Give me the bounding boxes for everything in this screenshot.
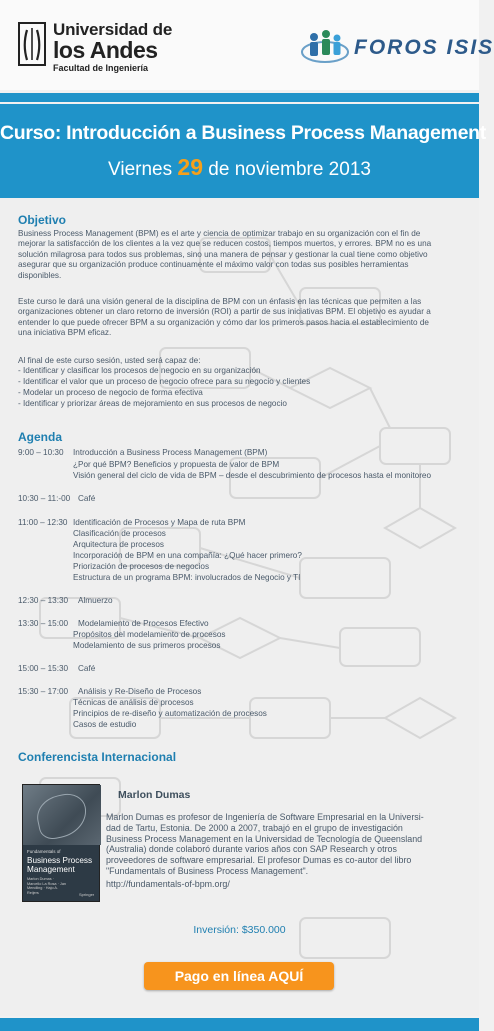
foros-isis-text: FOROS ISIS <box>354 36 494 59</box>
text-line: Marlon Dumas es profesor de Ingeniería de Software Empresarial en la Universi- <box>106 812 424 822</box>
agenda-item: Priorización de procesos de negocios <box>73 562 210 571</box>
objetivo-paragraph-2 <box>18 297 464 339</box>
objetivo-paragraph-1 <box>18 229 464 281</box>
agenda-item: Casos de estudio <box>73 720 137 729</box>
content-area <box>0 198 479 1016</box>
objetivo-list-item: - Identificar y priorizar áreas de mejoramiento en sus procesos de negocio <box>18 399 287 408</box>
agenda-item: Incorporación de BPM en una compañía: ¿Qué hacer primero? <box>73 551 302 560</box>
agenda-time: 11:00 – 12:30 <box>18 518 68 527</box>
book-publisher: Springer <box>79 892 95 897</box>
text-line: solución milagrosa para todos sus problemas, sino una manera de pensar y gestionar la cual tiene como objetivo <box>18 249 428 259</box>
book-cover-illustration <box>23 785 101 845</box>
book-cover-image[interactable] <box>22 784 100 902</box>
agenda-session-title: Café <box>78 494 96 503</box>
objetivo-title: Objetivo <box>18 213 67 227</box>
agenda-session-title: Almuerzo <box>78 596 113 605</box>
text-line: Business Process Management (BPM) es el arte y ciencia de optimizar trabajo en su organización con el fin de <box>18 229 421 238</box>
text-line: mejorar la satisfacción de los clientes a la vez que se reducen costos, tiempos muertos, y errores. BPM no es una <box>18 239 432 249</box>
agenda-item: Arquitectura de procesos <box>73 540 165 549</box>
agenda-item: Principios de re-diseño y automatización de procesos <box>73 709 267 718</box>
faculty-name: Facultad de Ingeniería <box>53 63 149 73</box>
agenda-session-title: Modelamiento de Procesos Efectivo <box>78 619 209 628</box>
agenda-session-title: Café <box>78 664 96 673</box>
university-name-line2: los Andes <box>53 37 158 63</box>
speaker-section-title: Conferencista Internacional <box>18 750 177 764</box>
title-banner <box>0 104 486 198</box>
agenda-item: Estructura de un programa BPM: involucrados de Negocio y TI <box>73 573 301 582</box>
people-icon <box>300 28 350 68</box>
text-line: entender lo que puede ofrecer BPM a su organización y cómo dar los primeros pasos hacia el establecimiento de <box>18 317 429 327</box>
text-line: organizaciones obtener un claro retorno de inversión (ROI) a partir de sus iniciativas BPM. El objetivo es ayudar a <box>18 307 431 317</box>
agenda-item: Propósitos del modelamiento de procesos <box>73 630 226 639</box>
text-line: "Fundamentals of Business Process Management". <box>106 865 309 876</box>
agenda-item: Visión general del ciclo de vida de BPM – desde el descubrimiento de procesos hasta el monitoreo <box>73 471 432 480</box>
course-title: Curso: Introducción a Business Process Management <box>0 122 486 144</box>
text-line: una iniciativa BPM eficaz. <box>18 328 112 338</box>
course-date <box>0 154 479 181</box>
footer-bar <box>0 1018 479 1031</box>
agenda-item: ¿Por qué BPM? Beneficios y propuesta de valor de BPM <box>73 460 280 469</box>
text-line: Este curso le dará una visión general de la disciplina de BPM con un énfasis en las técnicas que permiten a las <box>18 297 422 306</box>
objetivo-list-intro: Al final de este curso sesión, usted será capaz de: <box>18 356 201 365</box>
objetivo-list-item: - Identificar y clasificar los procesos de negocio en su organización <box>18 366 261 375</box>
agenda-session-title: Análisis y Re-Diseño de Procesos <box>78 687 202 696</box>
book-series: Fundamentals of <box>27 849 61 854</box>
text-line: asegurar que su organización produce continuamente el máximo valor con todas sus posibles herramientas <box>18 260 409 270</box>
objetivo-list-item: - Modelar un proceso de negocio de forma efectiva <box>18 388 203 397</box>
price-text: Inversión: $350.000 <box>193 924 286 936</box>
book-authors: Marlon Dumas · Marcello La Rosa · Jan Mendling · Hajo A. Reijers <box>27 877 67 895</box>
objetivo-list-item: - Identificar el valor que un proceso de negocio ofrece para su negocio y clientes <box>18 377 311 386</box>
date-weekday: Viernes <box>108 159 173 180</box>
speaker-name: Marlon Dumas <box>118 789 191 801</box>
foros-isis-logo[interactable] <box>300 28 494 68</box>
agenda-item: Técnicas de análisis de procesos <box>73 698 194 707</box>
agenda-item: Clasificación de procesos <box>73 529 166 538</box>
text-line: proveedores de software empresarial. El profesor Dumas es co-autor del libro <box>106 855 412 866</box>
agenda-time: 15:00 – 15:30 <box>18 664 69 673</box>
book-website-link[interactable]: http://fundamentals-of-bpm.org/ <box>106 879 230 889</box>
agenda-time: 12:30 – 13:30 <box>18 596 69 605</box>
text-line: (Australia) donde colaboró durante varios años con SAP Research y otros <box>106 844 397 855</box>
speaker-bio <box>106 812 464 877</box>
pay-online-button[interactable]: Pago en línea AQUÍ <box>144 962 334 990</box>
university-emblem-icon <box>18 22 46 66</box>
date-day: 29 <box>177 154 203 180</box>
agenda-time: 13:30 – 15:00 <box>18 619 69 628</box>
university-name-line1: Universidad de <box>53 20 173 39</box>
agenda-title: Agenda <box>18 430 63 444</box>
agenda-time: 15:30 – 17:00 <box>18 687 69 696</box>
text-line: dad de Tartu, Estonia. De 2000 a 2007, trabajó en el grupo de investigación <box>106 822 403 833</box>
agenda-item: Modelamiento de sus primeros procesos <box>73 641 221 650</box>
header <box>0 0 494 90</box>
agenda-time: 9:00 – 10:30 <box>18 448 64 457</box>
date-month-year: de noviembre 2013 <box>208 159 371 180</box>
agenda-session-title: Introducción a Business Process Management (BPM) <box>73 448 268 457</box>
text-line: disponibles. <box>18 270 62 280</box>
text-line: Business Process Management en la Universidad de Tecnología de Queensland <box>106 833 423 844</box>
agenda-session-title: Identificación de Procesos y Mapa de ruta BPM <box>73 518 246 527</box>
agenda-time: 10:30 – 11:-00 <box>18 494 71 503</box>
book-title: Business Process Management <box>27 856 93 874</box>
header-divider <box>0 93 479 102</box>
university-logo[interactable] <box>18 18 173 78</box>
